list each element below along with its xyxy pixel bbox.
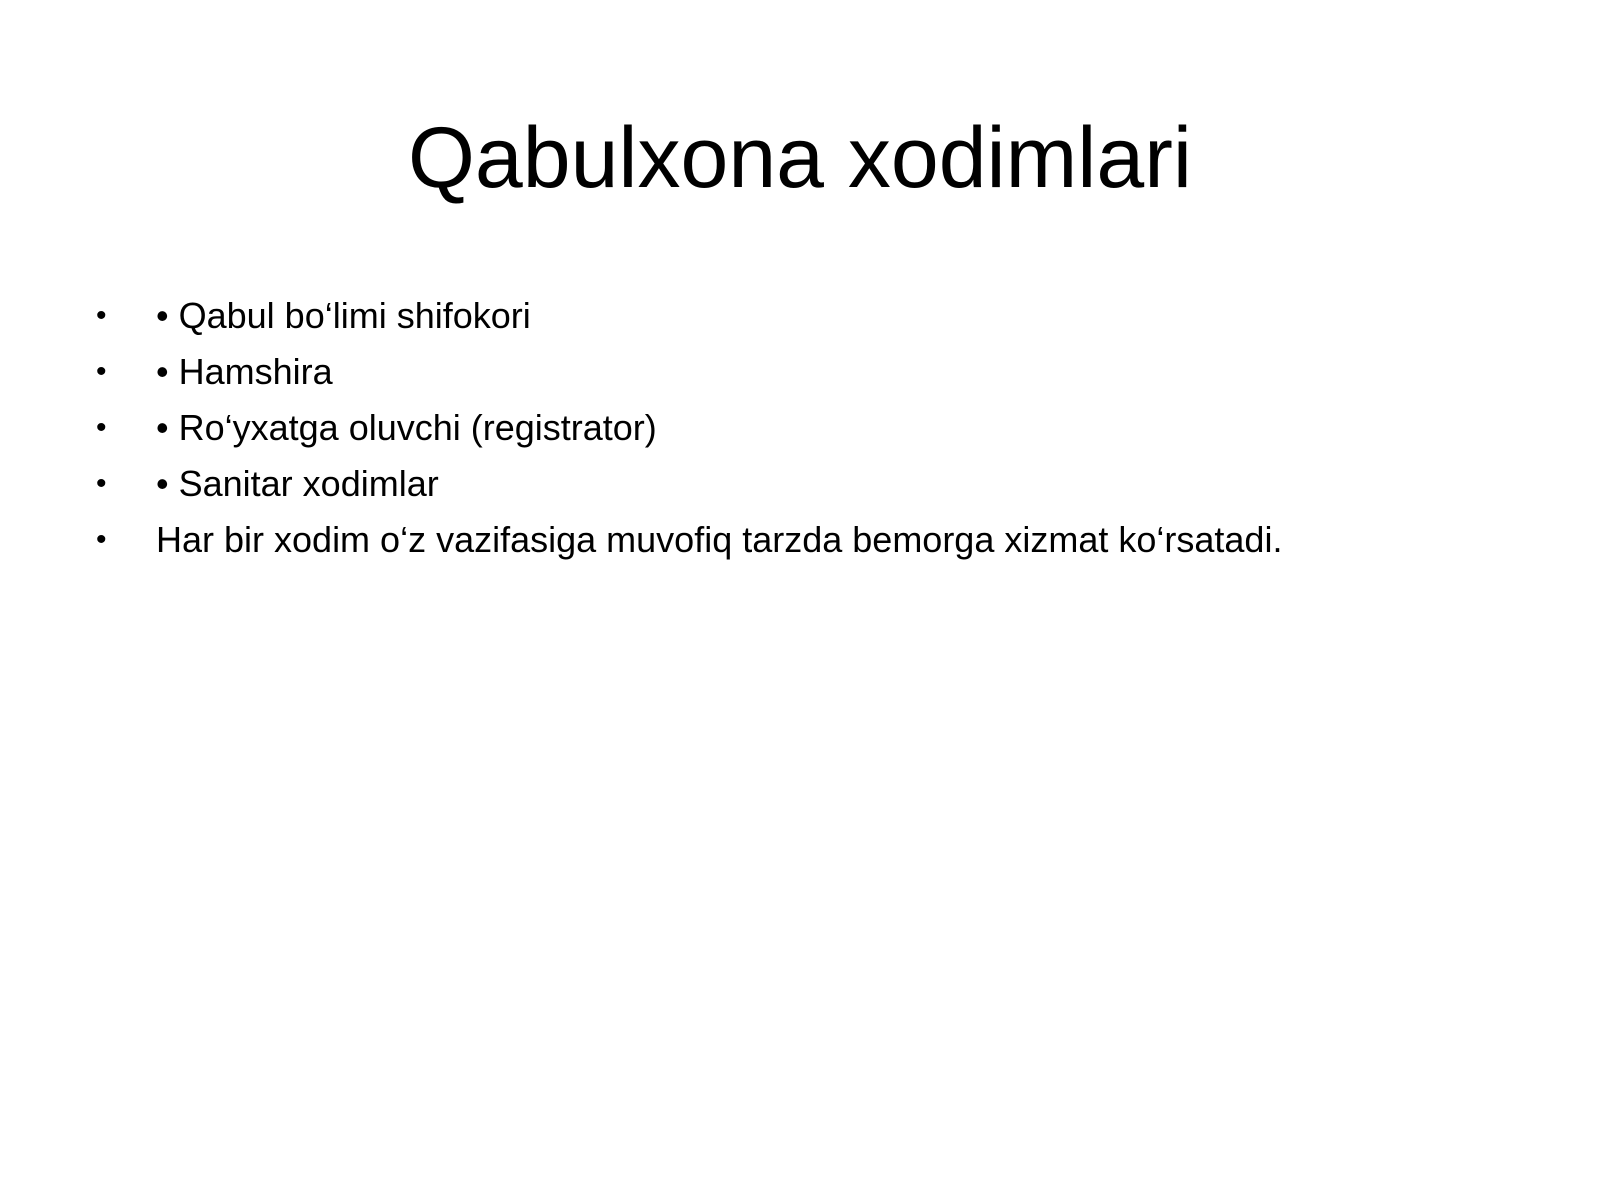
bullet-marker: • [96, 355, 107, 388]
bullet-marker: • [96, 299, 107, 332]
bullet-item [0, 512, 1600, 568]
bullet-marker: • [96, 523, 107, 556]
bullet-item [0, 456, 1600, 512]
bullet-text: • Sanitar xodimlar [156, 463, 439, 504]
bullet-marker: • [96, 467, 107, 500]
bullet-item [0, 344, 1600, 400]
bullet-marker: • [96, 411, 107, 444]
bullet-text: Har bir xodim o‘z vazifasiga muvofiq tarzda bemorga xizmat ko‘rsatadi. [156, 519, 1283, 560]
bullet-item [0, 288, 1600, 344]
slide-title: Qabulxona xodimlari [408, 110, 1192, 206]
bullet-item [0, 400, 1600, 456]
bullet-text: • Ro‘yxatga oluvchi (registrator) [156, 407, 657, 448]
bullet-text: • Hamshira [156, 351, 333, 392]
bullet-text: • Qabul bo‘limi shifokori [156, 295, 531, 336]
bullet-list [0, 288, 1600, 568]
